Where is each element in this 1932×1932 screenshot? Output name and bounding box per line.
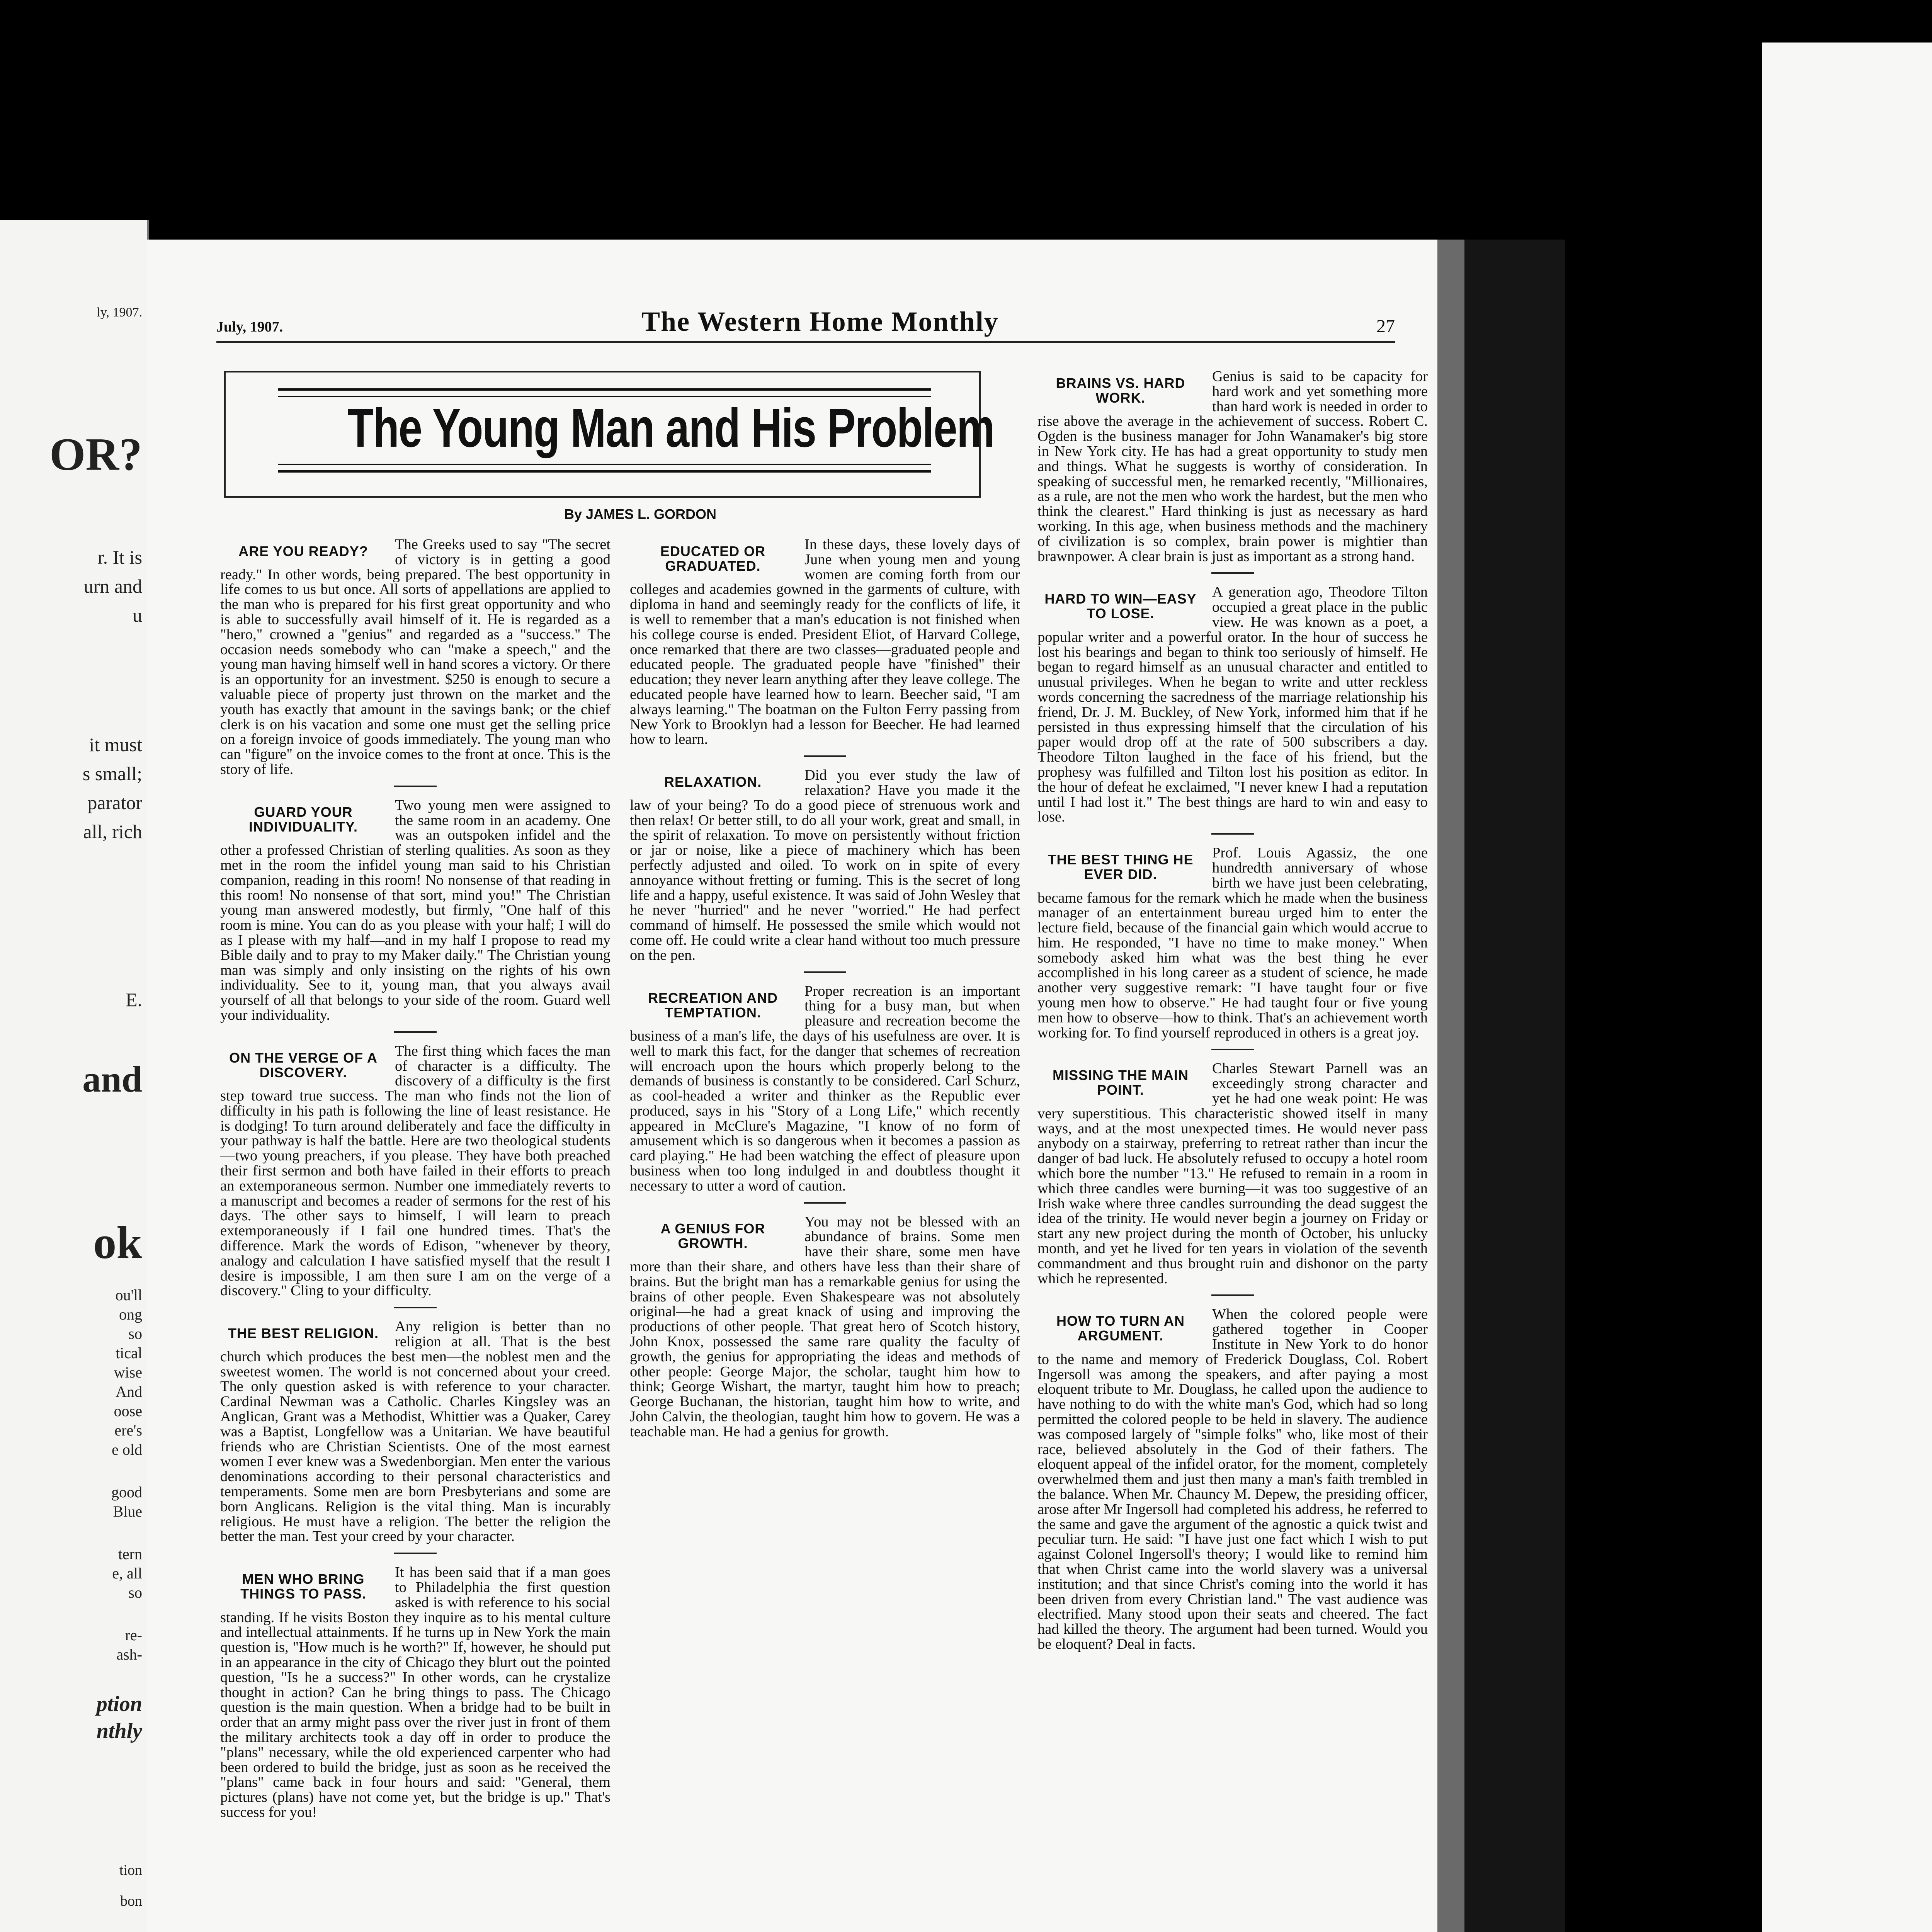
prev-page-text: so <box>128 1584 142 1601</box>
section-heading: RECREATION AND TEMPTATION. <box>648 990 778 1020</box>
section-divider <box>394 786 437 787</box>
section-body: When the colored people were gathered together in Cooper Institute in New York to do honor to the name and memory of Frederick Douglass, Col. Robert Ingersoll was among the speakers, and after paying a most eloquent tribute to Mr. Douglass, he called upon the audience to have nothing to do with the white man's God, which had so long permitted the colored people to be held in slavery. The audience was composed largely of "simple folks" who, like most of their race, believed absolutely in the God of their fathers. The eloquent appeal of the infidel orator, for the moment, completely overwhelmed them and just then many a man's faith trembled in the balance. When Mr. Chauncy M. Depew, the presiding officer, arose after Mr Ingersoll had completed his address, he referred to the same and gave the argument of the agnostic a quick twist and peculiar turn. He said: "I have just one fact which I wish to put against Colonel Ingersoll's theory; I would like to remind him that when Christ came into the world slavery was a universal institution; and that since Christ's coming into the world it has been driven from every Christian land." The vast audience was electrified. Many stood upon their seats and cheered. The fact had killed the theory. The argument had been turned. Would you be eloquent? Deal in facts. <box>1037 1306 1428 1652</box>
prev-page-text: re- <box>125 1626 142 1644</box>
previous-page-fragment <box>0 220 149 1932</box>
prev-page-text: oose <box>114 1402 142 1420</box>
article-section <box>220 798 611 1023</box>
prev-page-text: e, all <box>112 1565 142 1582</box>
article-section <box>220 537 611 777</box>
article-section <box>220 1319 611 1544</box>
article-section <box>630 537 1020 747</box>
section-body: The Greeks used to say "The secret of victory is in getting a good ready." In other words, being prepared. The best opportunity in life comes to us but once. All sorts of appellations are applied to the man who is prepared for his first great opportunity and who is able to successfully avail himself of it. He is regarded as a "hero," crowned a "genius" and regarded as a "success." The occasion needs somebody who can "make a speech," and the young man having himself well in hand scores a victory. Or there is an opportunity for an investment. $250 is enough to secure a valuable piece of property just thrown on the market and the youth has exactly that amount in the savings bank; or the chief clerk is on his vacation and some one must get the selling price on a foreign invoice of goods immediately. The young man who can "figure" on the invoice comes to the front at once. This is the story of life. <box>220 536 611 777</box>
prev-page-text: ere's <box>114 1422 142 1439</box>
article-section <box>1037 369 1428 564</box>
title-rule <box>278 464 931 473</box>
page-number: 27 <box>1376 316 1395 337</box>
prev-page-text: wise <box>114 1364 142 1381</box>
section-heading: HOW TO TURN AN ARGUMENT. <box>1056 1313 1185 1344</box>
section-divider <box>394 1031 437 1033</box>
byline: By JAMES L. GORDON <box>564 506 717 522</box>
article-section <box>630 984 1020 1194</box>
column-2 <box>630 537 1020 1439</box>
book-spine-edge <box>1437 240 1565 1932</box>
prev-page-text: E. <box>125 989 142 1010</box>
prev-page-text: tern <box>118 1545 142 1563</box>
magazine-page <box>147 240 1437 1932</box>
section-divider <box>394 1553 437 1554</box>
article-title: The Young Man and His Problem <box>347 397 994 459</box>
section-heading: RELAXATION. <box>664 774 762 790</box>
section-heading: A GENIUS FOR GROWTH. <box>660 1220 765 1251</box>
issue-date: July, 1907. <box>216 319 283 335</box>
section-heading: THE BEST THING HE EVER DID. <box>1048 852 1194 883</box>
section-heading: GUARD YOUR INDIVIDUALITY. <box>248 804 358 835</box>
magazine-title: The Western Home Monthly <box>641 306 999 337</box>
section-divider <box>1211 833 1254 835</box>
article-section <box>220 1044 611 1299</box>
page-stack-edge <box>1437 240 1464 1932</box>
section-divider <box>1211 572 1254 574</box>
section-body: Two young men were assigned to the same room in an academy. One was an outspoken infidel and the other a professed Christian of sterling qualities. As soon as they met in the room the infidel young man said to his Christian companion, reading in this room! No nonsense of that reading in this room! No nonsense of that sort, mind you!" The Christian young man answered modestly, but firmly, "One half of this room is mine. You can do as you please with your half; I will do as I please with my half—and in my half I propose to read my Bible daily and to pray to my Maker daily." The Christian young man was simply and only insisting on the rights of his own individuality. See to it, young man, that you always avail yourself of all that belongs to your side of the room. Guard well your individuality. <box>220 797 611 1023</box>
column-1 <box>220 537 611 1820</box>
prev-page-text: parator <box>87 792 142 813</box>
section-body: Genius is said to be capacity for hard work and yet something more than hard work is needed in order to rise above the average in the achievement of success. Robert C. Ogden is the business manager for John Wanamaker's big store in New York city. He has had a great opportunity to study men and things. What he suggests is worthy of consideration. In speaking of successful men, he remarked recently, "Millionaires, as a rule, are not the men who work the hardest, but the men who think the clearest." Hard thinking is just as necessary as hard working. In this age, when business methods and the machinery of civilization is so complex, brain power is mightier than brawnpower. A clear brain is just as important as a strong hand. <box>1037 368 1428 565</box>
section-heading: HARD TO WIN—EASY TO LOSE. <box>1044 591 1197 622</box>
article-section <box>220 1565 611 1820</box>
prev-page-text: tical <box>116 1344 142 1362</box>
section-body: You may not be blessed with an abundance of brains. Some men have their share, some men have more than their share, and others have less than their share of brains. But the bright man has a remarkable genius for using the brains of other people. Even Shakespeare was not absolutely original—he had a great knack of using and improving the productions of other people. That great hero of Scotch history, John Knox, possessed the same rare quality the faculty of growth, the genius for appropriating the ideas and methods of other people: George Major, the scholar, taught him how to think; George Wishart, the martyr, taught him how to preach; George Buchanan, the historian, taught him how to write, and John Calvin, the theologian, taught him how to govern. He was a teachable man. He had a genius for growth. <box>630 1213 1020 1440</box>
section-body: Prof. Louis Agassiz, the one hundredth anniversary of whose birth we have just been celebrating, became famous for the remark which he made when the business manager of an entertainment bureau urged him to enter the lecture field, because of the financial gain which would accrue to him. He responded, "I have no time to make money." When somebody asked him what was the best thing he ever accomplished in his long career as a student of science, he made another very suggestive remark: "I have taught four or five young men how to observe." He had taught four or five young men how to observe—how to think. That's an achievement worth working for. To find yourself reproduced in others is a great joy. <box>1037 845 1428 1041</box>
section-body: Any religion is better than no religion at all. That is the best church which produces the best men—the noblest men and the sweetest women. The world is not concerned about your creed. The only question asked is with reference to your character. Cardinal Newman was a Catholic. Charles Kingsley was an Anglican, Grant was a Methodist, Whittier was a Quaker, Carey was a Baptist, Longfellow was a Unitarian. We have beautiful friends who are Christian Scientists. One of the most earnest women I ever knew was a Swedenborgian. Men enter the various denominations according to their personal characteristics and temperaments. Some men are born Presbyterians and some are born Anglicans. Religion is the vital thing. Man is incurably religious. He must have a religion. The better the religion the better the man. Test your creed by your character. <box>220 1318 611 1545</box>
article-section <box>630 768 1020 963</box>
next-page-margin <box>1762 43 1932 1932</box>
prev-page-text: s small; <box>82 763 142 784</box>
prev-page-text: tion <box>119 1862 142 1878</box>
prev-page-text: it must <box>89 734 142 755</box>
section-body: Proper recreation is an important thing for a busy man, but when pleasure and recreation become the business of a man's life, the days of his usefulness are over. It is well to mark this fact, for the danger that schemes of recreation will encroach upon the hours which properly belong to the demands of business is constantly to be considered. Carl Schurz, as cool-headed a writer and thinker as the Republic ever produced, says in his "Story of a Long Life," which recently appeared in McClure's Magazine, "I know of no form of amusement which is so dangerous when it becomes a passion as card playing." He had been watching the effect of pleasure upon business when too long indulged in and doubtless thought it necessary to utter a word of caution. <box>630 983 1020 1194</box>
section-body: Charles Stewart Parnell was an exceedingly strong character and yet he had one weak point: He was very superstitious. This characteristic showed itself in many ways, and at the most unexpected times. He would never pass anybody on a stairway, preferring to retreat rather than incur the danger of bad luck. He absolutely refused to occupy a hotel room which bore the number "13." He refused to remain in a room in which three candles were burning—it was too suggestive of an Irish wake where three candles surrounding the dead suggest the idea of the trinity. He would never begin a journey on Friday or start any new project during the month of October, his unlucky month, and yet he lived for ten years in violation of the seventh commandment and thus brought ruin and dishonor on the party which he represented. <box>1037 1060 1428 1287</box>
prev-page-text: so <box>128 1325 142 1342</box>
prev-page-text: e old <box>112 1441 142 1458</box>
section-heading: MEN WHO BRING THINGS TO PASS. <box>240 1571 366 1602</box>
running-head <box>216 306 1395 343</box>
prev-page-text: all, rich <box>83 821 142 842</box>
section-divider <box>804 971 846 973</box>
section-body: A generation ago, Theodore Tilton occupied a great place in the public view. He was known as a poet, a popular writer and a powerful orator. In the hour of success he lost his bearings and began to think too seriously of himself. He began to regard himself as an unusual character and entitled to unusual privileges. When he began to write and utter reckless words concerning the sacredness of the marriage relationship his friend, Dr. J. M. Buckley, of New York, informed him that if he persisted in thus expressing himself that the circulation of his paper would drop off at the rate of 500 subscribers a day. Theodore Tilton laughed in the face of his friend, but the prophesy was fulfilled and Tilton lost his position as editor. In the hour of defeat he exclaimed, "I never knew I had a reputation until I had lost it." The best things are hard to win and easy to lose. <box>1037 584 1428 825</box>
prev-page-text: u <box>133 604 142 626</box>
section-divider <box>804 755 846 757</box>
section-heading: EDUCATED OR GRADUATED. <box>660 543 766 574</box>
section-body: The first thing which faces the man of character is a difficulty. The discovery of a difficulty is the first step toward true success. The man who finds not the lion of difficulty in his path is following the line of least resistance. He is dodging! To turn around deliberately and face the difficulty in your pathway is half the battle. Here are two theological students—two young preachers, if you please. They have both preached their first sermon and both have failed in their efforts to preach an extemporaneous sermon. Number one immediately reverts to a manuscript and becomes a reader of sermons for the rest of his days. The other says to himself, I will learn to preach extemporaneously if I fail one hundred times. That's the difference. Mark the words of Edison, "whenever by theory, analogy and calculation I have satisfied myself that the result I desire is impossible, I am then sure I am on the verge of a discovery." Cling to your difficulty. <box>220 1043 611 1299</box>
section-heading: BRAINS VS. HARD WORK. <box>1056 375 1185 406</box>
section-heading: ARE YOU READY? <box>238 543 368 559</box>
section-heading: ON THE VERGE OF A DISCOVERY. <box>229 1049 378 1080</box>
prev-page-text: ption <box>96 1692 142 1716</box>
section-divider <box>1211 1049 1254 1050</box>
section-body: In these days, these lovely days of June when young men and young women are coming forth from our colleges and academies gowned in the garments of culture, with diploma in hand and seemingly ready for the conflicts of life, it is well to remember that a man's education is not finished when his college course is ended. President Eliot, of Harvard College, once remarked that there are two classes—graduated people and educated people. The graduated people have "finished" their education; they never learn anything after they leave college. The educated people have learned how to learn. Beecher said, "I am always learning." The boatman on the Fulton Ferry passing from New York to Brooklyn had a lesson for Beecher. He had learned how to learn. <box>630 536 1020 748</box>
prev-page-text: Blue <box>113 1503 142 1520</box>
section-heading: THE BEST RELIGION. <box>228 1325 379 1342</box>
article-section <box>1037 845 1428 1040</box>
section-body: Did you ever study the law of relaxation? Have you made it the law of your being? To do a good piece of strenuous work and then relax! Or better still, to do all your work, great and small, in the spirit of relaxation. To move on persistently without friction or jar or noise, like a piece of machinery which has been perfectly adjusted and oiled. To work on in spite of every annoyance without fretting or fuming. This is the secret of long life and a happy, useful existence. It was said of John Wesley that he never "hurried" and he never "worried." He had perfect command of himself. He possessed the smile which would not come off. He could write a clear hand without too much pressure on the pen. <box>630 767 1020 963</box>
prev-page-text: ou'll <box>115 1286 142 1304</box>
column-3 <box>1037 369 1428 1652</box>
prev-page-text: ong <box>119 1306 142 1323</box>
prev-page-text: bon <box>120 1893 142 1909</box>
prev-page-date: ly, 1907. <box>97 305 142 320</box>
article-section <box>630 1214 1020 1439</box>
section-heading: MISSING THE MAIN POINT. <box>1052 1067 1189 1098</box>
prev-page-text: urn and <box>83 575 142 597</box>
prev-page-text: nthly <box>96 1719 142 1743</box>
prev-page-text: ash- <box>116 1646 142 1663</box>
section-divider <box>394 1307 437 1308</box>
prev-page-headline: OR? <box>49 429 142 480</box>
prev-page-text: good <box>111 1483 142 1501</box>
article-section <box>1037 585 1428 825</box>
article-section <box>1037 1307 1428 1651</box>
prev-page-text: r. It is <box>97 546 142 568</box>
prev-page-text: And <box>116 1383 142 1400</box>
section-divider <box>1211 1294 1254 1296</box>
section-divider <box>804 1202 846 1204</box>
prev-page-headline: and <box>82 1058 142 1100</box>
article-section <box>1037 1061 1428 1286</box>
prev-page-headline: ok <box>93 1217 142 1268</box>
section-body: It has been said that if a man goes to Philadelphia the first question asked is with reference to his social standing. If he visits Boston they inquire as to his mental culture and intellectual attainments. If he turns up in New York the main question is, "How much is he worth?" If, however, he should put in an appearance in the city of Chicago they blurt out the pointed question, "Is he a success?" In other words, can he crystalize thought in action? Can he bring things to pass. The Chicago question is the main question. When a bridge had to be built in order that an army might pass over the river just in front of them the military architects took a day off in order to produce the "plans" necessary, while the old experienced carpenter who had been ordered to build the bridge, just as soon as he received the "plans" came back in four hours and said: "General, them pictures (plans) have not come yet, but the bridge is up." That's success for you! <box>220 1564 611 1820</box>
